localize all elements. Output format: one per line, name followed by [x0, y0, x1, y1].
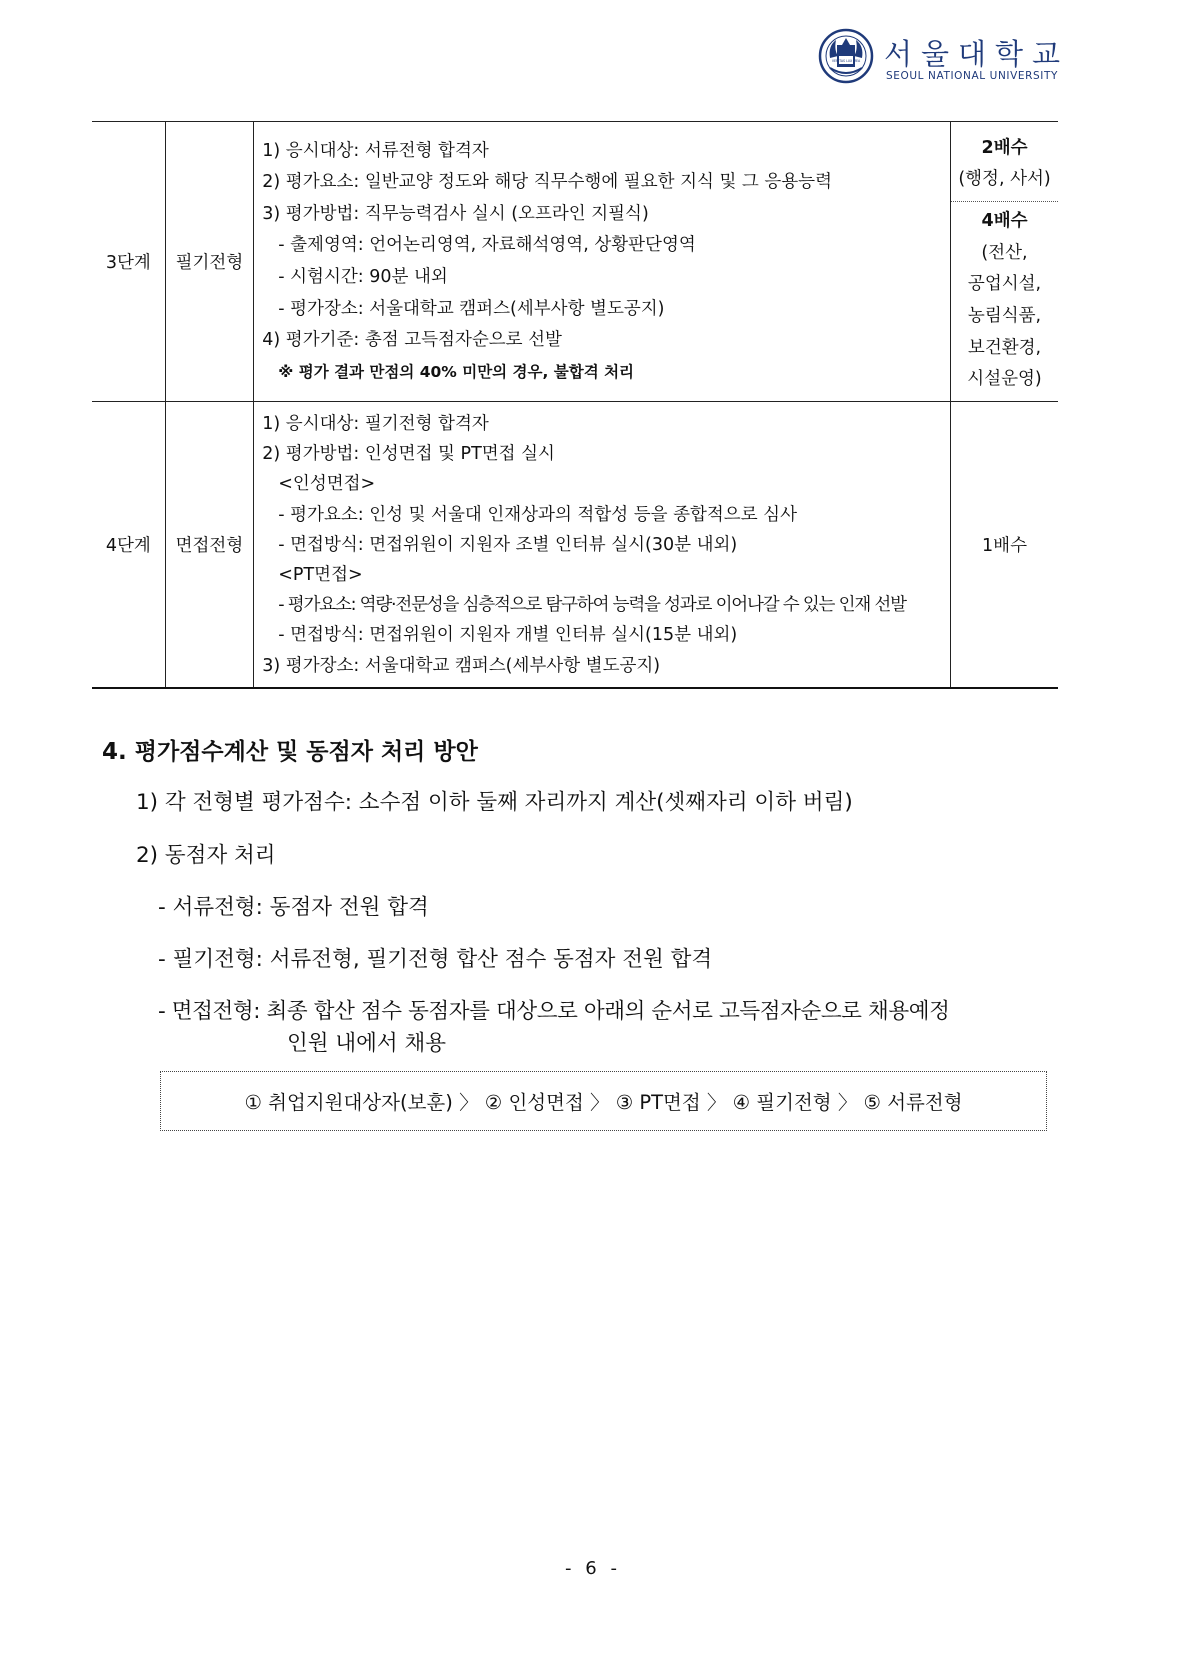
section-title: 4. 평가점수계산 및 동점자 처리 방안 [102, 739, 478, 765]
multiplier-note: 농림식품, [967, 306, 1042, 326]
logo-korean-name: 서울대학교 [884, 37, 1070, 71]
table-row-stage3 [92, 122, 1058, 402]
snu-emblem-icon [818, 28, 874, 84]
type-cell: 면접전형 [165, 402, 254, 688]
bullet-item: - 서류전형: 동점자 전원 합격 [158, 895, 429, 920]
detail-subheading: <인성면접> [278, 474, 376, 495]
tiebreak-priority-box [160, 1071, 1047, 1131]
stage-cell: 3단계 [92, 122, 165, 402]
multiplier-note: 공업시설, [967, 274, 1042, 295]
multiplier-note: (전산, [981, 242, 1028, 263]
detail-note: ※ 평가 결과 만점의 40% 미만의 경우, 불합격 처리 [278, 362, 635, 381]
details-cell [254, 402, 951, 688]
detail-line: - 시험시간: 90분 내외 [278, 267, 448, 287]
detail-line: - 평가요소: 인성 및 서울대 인재상과의 적합성 등을 종합적으로 심사 [278, 504, 797, 525]
detail-line: 1) 응시대상: 서류전형 합격자 [262, 140, 489, 161]
multiplier-cell [951, 122, 1058, 402]
list-item: 1) 각 전형별 평가점수: 소수점 이하 둘째 자리까지 계산(셋째자리 이하 버림) [136, 790, 853, 815]
multiplier-value: 2배수 [981, 138, 1028, 159]
page-number: - 6 - [565, 1558, 621, 1579]
detail-line: - 출제영역: 언어논리영역, 자료해석영역, 상황판단영역 [278, 235, 696, 256]
multiplier-cell: 1배수 [982, 535, 1027, 556]
university-logo [818, 28, 1070, 88]
selection-stage-table [92, 121, 1058, 689]
detail-subheading: <PT면접> [278, 565, 363, 586]
detail-line: - 평가장소: 서울대학교 캠퍼스(세부사항 별도공지) [278, 298, 665, 319]
detail-line: 3) 평가방법: 직무능력검사 실시 (오프라인 지필식) [262, 203, 649, 224]
bullet-item: - 면접전형: 최종 합산 점수 동점자를 대상으로 아래의 순서로 고득점자순으로 채용예정 [158, 999, 950, 1024]
detail-line: 1) 응시대상: 필기전형 합격자 [262, 414, 489, 434]
tiebreak-priority-text: ① 취업지원대상자(보훈) 〉 ② 인성면접 〉 ③ PT면접 〉 ④ 필기전형 〉 ⑤ 서류전형 [244, 1091, 963, 1114]
list-item: 2) 동점자 처리 [136, 843, 276, 868]
detail-line: - 평가요소: 역량·전문성을 심층적으로 탐구하여 능력을 성과로 이어나갈 수 있는 인재 선발 [278, 595, 906, 616]
stage-cell: 4단계 [92, 402, 165, 688]
detail-line: 4) 평가기준: 총점 고득점자순으로 선발 [262, 330, 562, 351]
logo-english-name: SEOUL NATIONAL UNIVERSITY [886, 70, 1058, 82]
detail-line: - 면접방식: 면접위원이 지원자 조별 인터뷰 실시(30분 내외) [278, 534, 738, 555]
bullet-item: - 필기전형: 서류전형, 필기전형 합산 점수 동점자 전원 합격 [158, 947, 713, 972]
emblem-motto: VERITAS LUX MEA [831, 59, 861, 63]
detail-line: - 면접방식: 면접위원이 지원자 개별 인터뷰 실시(15분 내외) [278, 625, 738, 646]
bullet-item-continuation: 인원 내에서 채용 [287, 1031, 447, 1056]
detail-line: 2) 평가요소: 일반교양 정도와 해당 직무수행에 필요한 지식 및 그 응용능력 [262, 172, 832, 193]
multiplier-note: 시설운영) [967, 369, 1042, 390]
table-row-stage4 [92, 402, 1058, 688]
details-cell [254, 122, 951, 402]
detail-line: 3) 평가장소: 서울대학교 캠퍼스(세부사항 별도공지) [262, 655, 661, 676]
type-cell: 필기전형 [165, 122, 254, 402]
multiplier-note: (행정, 사서) [958, 169, 1051, 190]
detail-line: 2) 평가방법: 인성면접 및 PT면접 실시 [262, 444, 555, 465]
multiplier-value: 4배수 [981, 211, 1028, 232]
multiplier-note: 보건환경, [967, 337, 1042, 358]
